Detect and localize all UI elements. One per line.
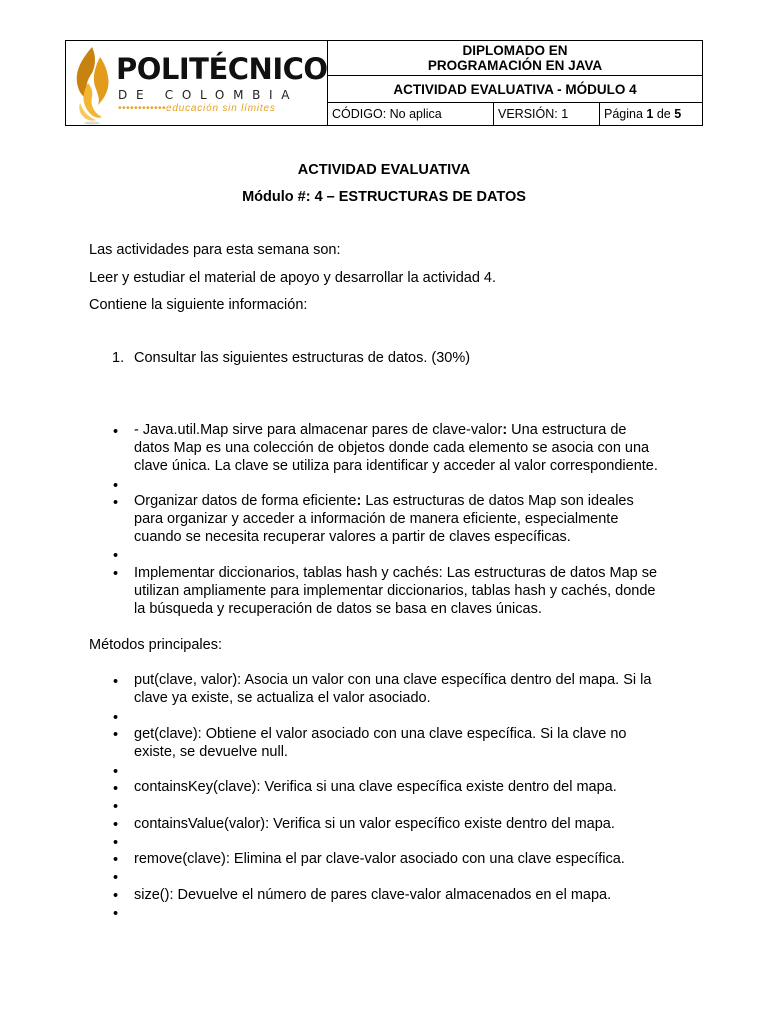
list-item-colon: : <box>502 422 508 438</box>
bullet: • <box>113 727 119 743</box>
method-text: existe, se devuelve null. <box>134 744 288 760</box>
bullet: • <box>113 781 119 797</box>
method-text: put(clave, valor): Asocia un valor con una clave específica dentro del mapa. Si la <box>134 672 652 688</box>
bullet: • <box>113 817 119 833</box>
page-current: 1 <box>646 107 654 121</box>
logo-subtitle: DE COLOMBIA <box>118 88 299 102</box>
method-text: get(clave): Obtiene el valor asociado con una clave específica. Si la clave no <box>134 726 627 742</box>
method-text: remove(clave): Elimina el par clave-valor asociado con una clave específica. <box>134 851 625 867</box>
intro-line: Contiene la siguiente información: <box>89 297 308 313</box>
method-item <box>134 725 694 761</box>
list-item-text: cuando se necesita recuperar valores a partir de claves específicas. <box>134 529 571 545</box>
bullet: • <box>113 906 119 922</box>
bullet: • <box>113 710 119 726</box>
activity-subtitle: ACTIVIDAD EVALUATIVA - MÓDULO 4 <box>328 76 702 103</box>
intro-line: Leer y estudiar el material de apoyo y desarrollar la actividad 4. <box>89 270 497 286</box>
list-item-text: clave única. La clave se utiliza para identificar y acceder al valor correspondiente. <box>134 458 658 474</box>
document-title: ACTIVIDAD EVALUATIVA <box>297 162 471 178</box>
document-subtitle: Módulo #: 4 – ESTRUCTURAS DE DATOS <box>242 189 526 205</box>
numbered-item <box>112 350 470 366</box>
bullet: • <box>113 424 119 440</box>
page-indicator <box>600 103 702 125</box>
document-meta-row <box>328 103 702 125</box>
list-item-colon: : <box>438 565 443 581</box>
bullet: • <box>113 852 119 868</box>
logo <box>66 41 328 125</box>
method-text: containsKey(clave): Verifica si una clave específica existe dentro del mapa. <box>134 779 617 795</box>
item-number: 1. <box>112 350 125 366</box>
course-title-line2: PROGRAMACIÓN EN JAVA <box>427 58 603 73</box>
flame-logo-icon <box>70 43 114 125</box>
document-header <box>65 40 703 126</box>
list-item-lead: Organizar datos de forma eficiente <box>134 493 357 509</box>
list-item <box>134 564 694 618</box>
bullet: • <box>113 835 119 851</box>
course-title <box>328 41 702 76</box>
method-item <box>134 671 694 707</box>
bullet: • <box>113 888 119 904</box>
bullet: • <box>113 478 119 494</box>
document-version: VERSIÓN: 1 <box>494 103 600 125</box>
list-item-text: datos Map es una colección de objetos donde cada elemento se asocia con una <box>134 440 650 456</box>
method-item <box>134 850 694 868</box>
logo-tagline <box>118 103 276 114</box>
page-mid: de <box>653 107 675 121</box>
list-item-text: Las estructuras de datos Map son ideales <box>361 493 634 509</box>
list-item-text: Una estructura de <box>507 422 627 438</box>
methods-heading: Métodos principales: <box>89 637 222 653</box>
list-item <box>134 421 694 475</box>
bullet: • <box>113 764 119 780</box>
list-item-text: utilizan ampliamente para implementar diccionarios, tablas hash y cachés, donde <box>134 583 656 599</box>
method-text: clave ya existe, se actualiza el valor asociado. <box>134 690 431 706</box>
bullet: • <box>113 495 119 511</box>
method-item <box>134 778 694 796</box>
document-code: CÓDIGO: No aplica <box>328 103 494 125</box>
method-text: size(): Devuelve el número de pares clave-valor almacenados en el mapa. <box>134 887 612 903</box>
bullet: • <box>113 548 119 564</box>
list-item-lead: Implementar diccionarios, tablas hash y cachés <box>134 565 439 581</box>
list-item-colon: : <box>356 493 362 509</box>
bullet: • <box>113 674 119 690</box>
bullet: • <box>113 799 119 815</box>
item-text: Consultar las siguientes estructuras de datos. (30%) <box>134 350 471 366</box>
page-prefix: Página <box>604 107 647 121</box>
bullet: • <box>113 566 119 582</box>
page-total: 5 <box>674 107 682 121</box>
method-text: containsValue(valor): Verifica si un valor específico existe dentro del mapa. <box>134 816 615 832</box>
list-item-text: para organizar y acceder a información de manera eficiente, especialmente <box>134 511 619 527</box>
list-item-text: Las estructuras de datos Map se <box>442 565 658 581</box>
course-title-line1: DIPLOMADO EN <box>462 43 568 58</box>
method-item <box>134 886 694 904</box>
list-item <box>134 492 694 546</box>
list-item-lead: - Java.util.Map sirve para almacenar pares de clave-valor <box>134 422 503 438</box>
bullet: • <box>113 870 119 886</box>
intro-line: Las actividades para esta semana son: <box>89 242 341 258</box>
list-item-text: la búsqueda y recuperación de datos se basa en claves únicas. <box>134 601 542 617</box>
method-item <box>134 815 694 833</box>
logo-dots: •••••••••••• <box>118 103 167 114</box>
logo-tagline-text: educación sin límites <box>166 103 276 114</box>
logo-name: POLITÉCNICO <box>116 52 328 86</box>
